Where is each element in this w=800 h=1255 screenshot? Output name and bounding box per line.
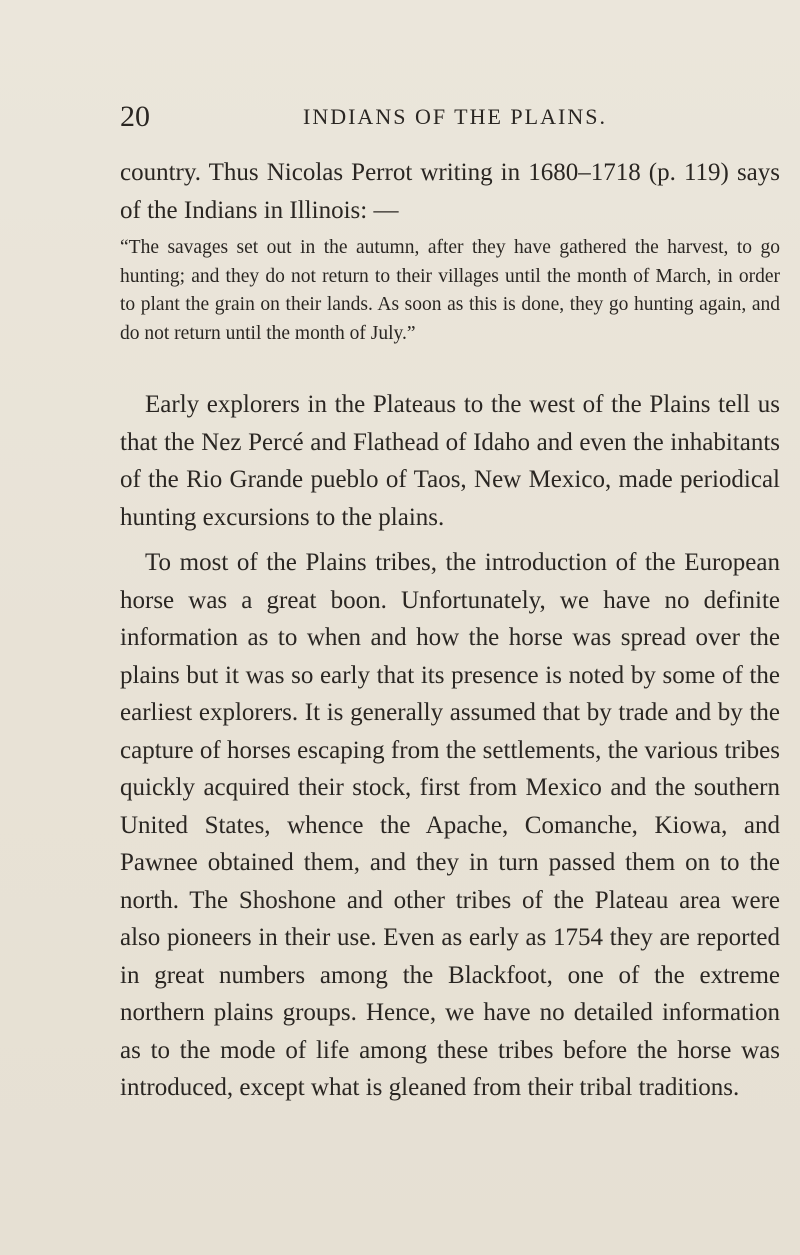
- opening-paragraph: country. Thus Nicolas Perrot writing in 1680–1718 (p. 119) says of the Indians in Illinois: —: [120, 159, 780, 224]
- page-number: 20: [120, 100, 150, 133]
- plains-tribes-paragraph: To most of the Plains tribes, the introduction of the European horse was a great boon. Unfortunately, we have no definite information as to when and how the horse was spread over the plains but it was so early that its presence is noted by some of the earliest explorers. It is generally assumed that by trade and by the capture of horses escaping from the settlements, the various tribes quickly acquired their stock, first from Mexico and the southern United States, whence the Apache, Comanche, Kiowa, and Pawnee obtained them, and they in turn passed them on to the north. The Shoshone and other tribes of the Plateau area were also pioneers in their use. Even as early as 1754 they are reported in great numbers among the Blackfoot, one of the extreme northern plains groups. Hence, we have no detailed information as to the mode of life among these tribes before the horse was introduced, except what is gleaned from their tribal traditions.: [120, 549, 780, 1101]
- perrot-quotation: “The savages set out in the autumn, after they have gathered the harvest, to go hunting; and they do not return to their villages until the month of March, in order to plant the grain on their lands. As soon as this is done, they go hunting again, and do not return until the month of July.”: [120, 237, 780, 344]
- running-title: INDIANS OF THE PLAINS.: [303, 104, 607, 129]
- early-explorers-paragraph: Early explorers in the Plateaus to the west of the Plains tell us that the Nez Percé and Flathead of Idaho and even the inhabitants of the Rio Grande pueblo of Taos, New Mexico, made periodical hunting excursions to the plains.: [120, 391, 780, 531]
- running-head: [120, 100, 780, 140]
